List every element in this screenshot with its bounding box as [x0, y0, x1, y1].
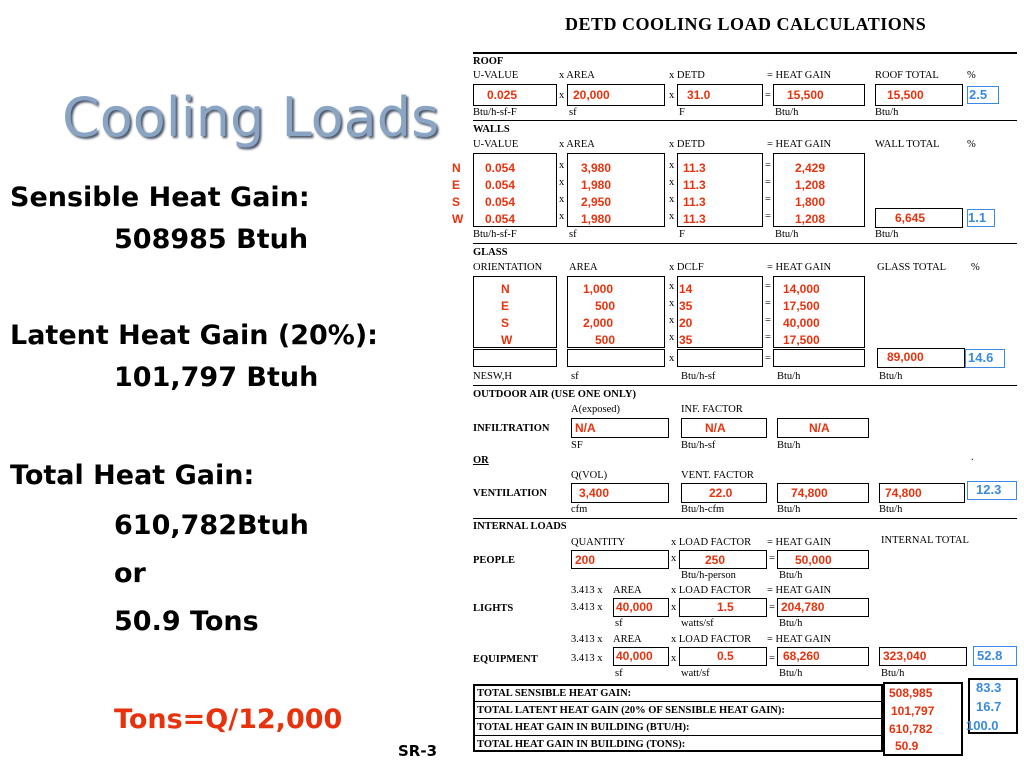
glass-area: 2,000: [583, 316, 614, 330]
glass-col-total: GLASS TOTAL: [877, 262, 947, 273]
glass-dir: E: [501, 299, 510, 313]
lights-col-f: x LOAD FACTOR: [671, 585, 752, 596]
roof-col-pct: %: [967, 70, 976, 81]
dot-mark: .: [971, 452, 974, 463]
people-unit-h: Btu/h: [779, 570, 803, 581]
lights-heat: 204,780: [781, 600, 825, 614]
cooling-load-form: DETD COOLING LOAD CALCULATIONS ROOF U-VALUE x AREA x DETD = HEAT GAIN ROOF TOTAL % 0.025 x 20,000 x 31.0 = 15,500 15,500 2.5 Btu/h-sf-F sf F Btu/h Btu/h WALLS U-VALUE x AREA x DETD = HEAT GAIN WALL TOTAL % N 0.054 x 3,980 x 11.3 = 2,429 E 0.054 x 1,980 x 11.3 = 1,208 S 0.054 x 2,950 x 11.3 = 1,800 W 0.054 x 1,980 x 11.3 = 1,208 6,645 1.1 Btu/h-sf-F sf F Btu/h Btu/h GLASS ORIENTATION AREA x DCLF = HEAT GAIN GLASS TOTAL % N 1,000 x 14 = 14,000 E 500 x 35 = 17,500 S 2,000 x 20 = 40,000 W 500 x 35 = 17,500 x = 89,000 14.6 NESW,H sf Btu/h-sf Btu/h Btu/h OUTDOOR AIR (USE ONE ONLY) A(exposed) INF. FACTOR INFILTRATION N/A N/A N/A SF Btu/h-sf Btu/h OR . Q(VOL) VENT. FACTOR VENTILATION 3,400 22.0 74,800 74,800 12.3 cfm Btu/h-cfm Btu/h Btu/h INTERNAL LOADS QUANTITY x LOAD FACTOR = HEAT GAIN INTERNAL TOTAL PEOPLE 200 x 250 = 50,000 Btu/h-person Btu/h 3.413 x AREA x LOAD FACTOR = HEAT GAIN LIGHTS 3.413 x 40,000 x 1.5 = 204,780 sf watts/sf Btu/h 3.413 x AREA x LOAD FACTOR = HEAT GAIN EQUIPMENT 3.413 x 40,000 x 0.5 = 68,260 323,040 52.8 sf watt/sf Btu/h Btu/h TOTAL SENSIBLE HEAT GAIN: TOTAL LATENT HEAT GAIN (20% OF SENSIBLE HEAT GAIN): TOTAL HEAT GAIN IN BUILDING (BTU/H): TOTAL HEAT GAIN IN BUILDING (TONS): 508,985 101,797 610,782 50.9 83.3 16.7 100.0: [465, 0, 1024, 768]
roof-detd: 31.0: [687, 88, 711, 102]
glass-col-heat: = HEAT GAIN: [767, 262, 832, 273]
wall-u: 0.054: [485, 161, 516, 175]
form-title: DETD COOLING LOAD CALCULATIONS: [565, 14, 927, 34]
divider: [473, 52, 1017, 54]
glass-dclf: 35: [679, 299, 693, 313]
vent-col-f: VENT. FACTOR: [681, 470, 754, 481]
vent-f: 22.0: [709, 486, 733, 500]
equipment-label: EQUIPMENT: [473, 654, 538, 665]
roof-unit-heat: Btu/h: [775, 107, 799, 118]
wall-area: 1,980: [581, 212, 612, 226]
glass-area-box-h: [567, 349, 665, 367]
walls-col-detd: x DETD: [669, 139, 705, 150]
walls-unit-heat: Btu/h: [775, 229, 799, 240]
total-heat-pct: 100.0: [966, 718, 999, 733]
glass-dclf: 35: [679, 333, 693, 347]
roof-col-detd: x DETD: [669, 70, 705, 81]
wall-dir: N: [452, 161, 461, 175]
walls-total: 6,645: [895, 211, 926, 225]
glass-heat: 40,000: [783, 316, 820, 330]
roof-unit-total: Btu/h: [875, 107, 899, 118]
walls-unit-detd: F: [679, 229, 685, 240]
vent-q: 3,400: [579, 486, 610, 500]
slide-title: Cooling Loads: [62, 86, 440, 149]
total-heat-label: TOTAL HEAT GAIN IN BUILDING (BTU/H):: [477, 722, 690, 733]
vent-heat: 74,800: [791, 486, 828, 500]
vent-pct: 12.3: [976, 482, 1002, 497]
walls-col-total: WALL TOTAL: [875, 139, 940, 150]
roof-unit-u: Btu/h-sf-F: [473, 107, 517, 118]
internal-pct: 52.8: [977, 648, 1003, 663]
vent-unit-total: Btu/h: [879, 504, 903, 515]
vent-unit-heat: Btu/h: [777, 504, 801, 515]
total-latent-label: TOTAL LATENT HEAT GAIN (20% OF SENSIBLE HEAT GAIN):: [477, 705, 785, 716]
glass-heat-box-h: [773, 349, 865, 367]
equip-unit-a: sf: [615, 668, 623, 679]
wall-dir: W: [452, 212, 464, 226]
walls-col-pct: %: [967, 139, 976, 150]
inf-unit-f: Btu/h-sf: [681, 440, 716, 451]
or-text: or: [114, 558, 146, 589]
roof-total: 15,500: [887, 88, 924, 102]
walls-heading: WALLS: [473, 124, 510, 135]
people-f: 250: [705, 553, 726, 567]
glass-col-orient: ORIENTATION: [473, 262, 543, 273]
lights-unit-a: sf: [615, 618, 623, 629]
equip-pre-1: 3.413 x: [571, 634, 603, 645]
internal-heading: INTERNAL LOADS: [473, 521, 567, 532]
wall-area: 1,980: [581, 178, 612, 192]
lights-area: 40,000: [616, 600, 653, 614]
wall-detd: 11.3: [683, 195, 706, 209]
glass-col-pct: %: [971, 262, 980, 273]
divider: [473, 243, 1017, 244]
walls-unit-area: sf: [569, 229, 577, 240]
glass-unit-area: sf: [571, 371, 579, 382]
total-tons-label: TOTAL HEAT GAIN IN BUILDING (TONS):: [477, 739, 686, 750]
inf-heat: N/A: [809, 421, 830, 435]
tons-value: 50.9 Tons: [114, 606, 259, 637]
glass-heat: 14,000: [783, 282, 820, 296]
people-q: 200: [575, 553, 596, 567]
lights-label: LIGHTS: [473, 603, 514, 614]
walls-col-heat: = HEAT GAIN: [767, 139, 832, 150]
walls-unit-total: Btu/h: [875, 229, 899, 240]
roof-col-heat: = HEAT GAIN: [767, 70, 832, 81]
glass-dclf: 14: [679, 282, 693, 296]
infiltration-label: INFILTRATION: [473, 423, 550, 434]
glass-area: 500: [595, 299, 616, 313]
divider: [473, 120, 1017, 121]
glass-area: 1,000: [583, 282, 614, 296]
total-value: 610,782Btuh: [114, 510, 309, 541]
outdoor-heading: OUTDOOR AIR (USE ONE ONLY): [473, 389, 636, 400]
roof-heat: 15,500: [787, 88, 824, 102]
roof-unit-detd: F: [679, 107, 685, 118]
ventilation-label: VENTILATION: [473, 488, 547, 499]
glass-heading: GLASS: [473, 247, 508, 258]
inf-col-f: INF. FACTOR: [681, 404, 743, 415]
lights-pre-2: 3.413 x: [571, 602, 603, 613]
wall-detd: 11.3: [683, 178, 706, 192]
walls-col-uvalue: U-VALUE: [473, 139, 519, 150]
people-col-h: = HEAT GAIN: [767, 537, 832, 548]
wall-detd: 11.3: [683, 161, 706, 175]
walls-pct: 1.1: [968, 210, 987, 225]
glass-dclf-box-h: [677, 349, 763, 367]
internal-col-total: INTERNAL TOTAL: [881, 535, 969, 546]
equip-unit-h: Btu/h: [779, 668, 803, 679]
internal-unit-total: Btu/h: [881, 668, 905, 679]
lights-unit-f: watts/sf: [681, 618, 714, 629]
glass-unit-total: Btu/h: [879, 371, 903, 382]
latent-label: Latent Heat Gain (20%):: [10, 320, 378, 351]
inf-unit-a: SF: [571, 440, 583, 451]
roof-col-total: ROOF TOTAL: [875, 70, 939, 81]
glass-orient-box-h: [473, 349, 557, 367]
people-unit-f: Btu/h-person: [681, 570, 736, 581]
vent-col-q: Q(VOL): [571, 470, 608, 481]
lights-pre-1: 3.413 x: [571, 585, 603, 596]
tons-formula: Tons=Q/12,000: [114, 704, 343, 735]
total-label: Total Heat Gain:: [10, 460, 255, 491]
glass-total: 89,000: [887, 350, 924, 364]
glass-dir: S: [501, 316, 510, 330]
equip-area: 40,000: [616, 649, 653, 663]
glass-unit-orient: NESW,H: [473, 371, 512, 382]
or-label: OR: [473, 455, 489, 466]
wall-area: 2,950: [581, 195, 612, 209]
total-latent: 101,797: [891, 704, 935, 718]
total-heat: 610,782: [889, 722, 933, 736]
glass-col-area: AREA: [569, 262, 598, 273]
vent-total: 74,800: [885, 486, 922, 500]
sensible-value: 508985 Btuh: [114, 224, 309, 255]
roof-pct: 2.5: [969, 87, 988, 102]
glass-heat: 17,500: [783, 299, 820, 313]
equip-col-h: = HEAT GAIN: [767, 634, 832, 645]
equip-f: 0.5: [717, 649, 734, 663]
lights-unit-h: Btu/h: [779, 618, 803, 629]
wall-heat: 2,429: [795, 161, 826, 175]
glass-unit-heat: Btu/h: [777, 371, 801, 382]
sensible-label: Sensible Heat Gain:: [10, 182, 310, 213]
total-tons: 50.9: [895, 739, 919, 753]
walls-unit-u: Btu/h-sf-F: [473, 229, 517, 240]
glass-pct: 14.6: [968, 350, 994, 365]
equip-unit-f: watt/sf: [681, 668, 710, 679]
lights-f: 1.5: [717, 600, 734, 614]
total-sensible-pct: 83.3: [976, 680, 1002, 695]
total-sensible: 508,985: [889, 686, 933, 700]
people-heat: 50,000: [795, 553, 832, 567]
wall-u: 0.054: [485, 178, 516, 192]
inf-col-a: A(exposed): [571, 404, 620, 415]
roof-col-area: x AREA: [559, 70, 595, 81]
equip-pre-2: 3.413 x: [571, 653, 603, 664]
roof-uvalue: 0.025: [487, 88, 518, 102]
inf-f: N/A: [705, 421, 726, 435]
divider: [473, 385, 1017, 386]
walls-col-area: x AREA: [559, 139, 595, 150]
roof-heading: ROOF: [473, 56, 504, 67]
people-col-q: QUANTITY: [571, 537, 626, 548]
wall-u: 0.054: [485, 212, 516, 226]
vent-unit-q: cfm: [571, 504, 588, 515]
glass-dir: W: [501, 333, 513, 347]
total-latent-pct: 16.7: [976, 699, 1002, 714]
equip-heat: 68,260: [783, 649, 820, 663]
glass-col-dclf: x DCLF: [669, 262, 704, 273]
people-label: PEOPLE: [473, 555, 516, 566]
wall-heat: 1,800: [795, 195, 826, 209]
lights-col-h: = HEAT GAIN: [767, 585, 832, 596]
equip-col-a: AREA: [613, 634, 642, 645]
vent-unit-f: Btu/h-cfm: [681, 504, 725, 515]
glass-heat: 17,500: [783, 333, 820, 347]
divider: [473, 718, 883, 719]
wall-heat: 1,208: [795, 212, 826, 226]
latent-value: 101,797 Btuh: [114, 362, 319, 393]
internal-total: 323,040: [883, 649, 927, 663]
wall-u: 0.054: [485, 195, 516, 209]
glass-dclf: 20: [679, 316, 693, 330]
total-sensible-label: TOTAL SENSIBLE HEAT GAIN:: [477, 688, 632, 699]
wall-dir: S: [452, 195, 461, 209]
divider: [473, 735, 883, 736]
slide-number: SR-3: [398, 742, 438, 760]
roof-col-uvalue: U-VALUE: [473, 70, 519, 81]
inf-unit-heat: Btu/h: [777, 440, 801, 451]
roof-unit-area: sf: [569, 107, 577, 118]
wall-area: 3,980: [581, 161, 612, 175]
wall-heat: 1,208: [795, 178, 826, 192]
roof-area: 20,000: [573, 88, 610, 102]
divider: [473, 518, 1017, 519]
glass-unit-dclf: Btu/h-sf: [681, 371, 716, 382]
glass-area-box: [567, 276, 665, 348]
glass-area: 500: [595, 333, 616, 347]
glass-dir: N: [501, 282, 510, 296]
equip-col-f: x LOAD FACTOR: [671, 634, 752, 645]
wall-dir: E: [452, 178, 461, 192]
people-col-f: x LOAD FACTOR: [671, 537, 752, 548]
lights-col-a: AREA: [613, 585, 642, 596]
glass-orient-box: [473, 276, 557, 348]
wall-detd: 11.3: [683, 212, 706, 226]
inf-a: N/A: [575, 421, 596, 435]
divider: [473, 701, 883, 702]
